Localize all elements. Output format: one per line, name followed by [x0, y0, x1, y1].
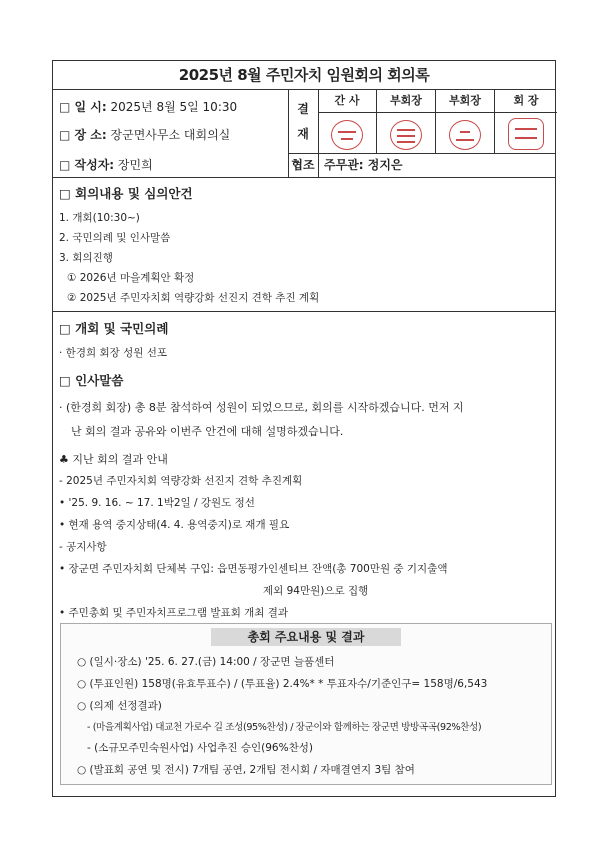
- approval-cells: [318, 90, 555, 154]
- role-label: 간 사: [318, 90, 376, 113]
- agenda-item: 3. 회의진행: [59, 252, 113, 264]
- signature-stamp: [331, 120, 363, 150]
- minutes-document: [52, 60, 556, 797]
- result-line: • 장군면 주민자치회 단체복 구입: 읍면동평가인센티브 잔액(총 700만원 중 기지출액: [59, 563, 448, 575]
- result-line: • '25. 9. 16. ~ 17. 1박2일 / 강원도 정선: [59, 497, 255, 509]
- seal-stamp: [508, 118, 544, 150]
- approval-char-1: 결: [297, 102, 309, 116]
- agenda-section: [53, 178, 555, 312]
- result-line: - 2025년 주민자치회 역량강화 선진지 견학 추진계획: [59, 475, 303, 487]
- signature-stamp: [390, 120, 422, 150]
- result-line: • 현재 용역 중지상태(4. 4. 용역중지)로 재개 필요: [59, 519, 290, 531]
- greeting-heading: □ 인사말씀: [59, 373, 124, 388]
- approval-cell-vice1: [377, 90, 436, 153]
- summary-title: 총회 주요내용 및 결과: [211, 628, 401, 646]
- writer-value: 장민희: [117, 158, 153, 172]
- place-value: 장군면사무소 대회의실: [110, 128, 231, 142]
- approval-char-2: 재: [297, 127, 309, 141]
- signature-stamp: [449, 120, 481, 150]
- result-line: - 공지사항: [59, 541, 107, 553]
- summary-line: ○ (투표인원) 158명(유효투표수) / (투표율) 2.4%* * 투표자수/기준인구= 158명/6,543: [77, 678, 488, 690]
- approval-cell-vice2: [436, 90, 495, 153]
- approval-label: [288, 90, 319, 154]
- result-line: 제외 94만원)으로 집행: [263, 585, 369, 597]
- summary-line: ○ (일시·장소) '25. 6. 27.(금) 14:00 / 장군면 늘품센터: [77, 656, 335, 668]
- agenda-subitem: ① 2026년 마을계획안 확정: [67, 272, 195, 284]
- summary-line: - (소규모주민숙원사업) 사업추진 승인(96%찬성): [87, 742, 313, 754]
- writer-row: [59, 156, 153, 173]
- approval-cell-chair: [495, 90, 557, 153]
- officer-name: 주무관: 정지은: [324, 158, 403, 172]
- summary-box: [60, 623, 552, 785]
- summary-line: - (마을계획사업) 대교천 가로수 길 조성(95%찬성) / 장군이와 함께하는 장군면 방방곡곡(92%찬성): [87, 722, 482, 733]
- approval-cell-secretary: [318, 90, 377, 153]
- role-label: 부회장: [436, 90, 494, 113]
- summary-line: ○ (의제 선정결과): [77, 700, 162, 712]
- place-label: □ 장 소:: [59, 128, 107, 142]
- cooperation-label: 협조: [288, 153, 319, 177]
- date-value: 2025년 8월 5일 10:30: [110, 100, 238, 114]
- agenda-heading: □ 회의내용 및 심의안건: [59, 186, 193, 201]
- opening-heading: □ 개회 및 국민의례: [59, 321, 169, 336]
- role-label: 회 장: [495, 90, 557, 113]
- place-row: [59, 126, 230, 143]
- header-block: [53, 90, 555, 178]
- writer-label: □ 작성자:: [59, 158, 115, 172]
- document-title: 2025년 8월 주민자치 임원회의 회의록: [53, 61, 555, 90]
- previous-results-heading: ♣ 지난 회의 결과 안내: [59, 453, 168, 466]
- approval-table: [288, 90, 555, 177]
- result-line: • 주민총회 및 주민자치프로그램 발표회 개최 결과: [59, 607, 289, 619]
- summary-line: ○ (발표회 공연 및 전시) 7개팀 공연, 2개팀 전시회 / 자매결연지 3팀 참여: [77, 764, 415, 776]
- agenda-subitem: ② 2025년 주민자치회 역량강화 선진지 견학 추진 계획: [67, 292, 320, 304]
- meeting-meta: [53, 90, 289, 177]
- role-label: 부회장: [377, 90, 435, 113]
- greeting-paragraph-1: · (한경희 회장) 총 8분 참석하여 성원이 되었으므로, 회의를 시작하겠습니다. 먼저 지: [59, 401, 464, 414]
- agenda-item: 1. 개회(10:30~): [59, 212, 140, 224]
- date-label: □ 일 시:: [59, 100, 107, 114]
- agenda-item: 2. 국민의례 및 인사말씀: [59, 232, 171, 244]
- opening-text: · 한경희 회장 성원 선포: [59, 347, 167, 359]
- greeting-paragraph-2: 난 회의 결과 공유와 이번주 안건에 대해 설명하겠습니다.: [71, 425, 344, 438]
- date-row: [59, 98, 237, 115]
